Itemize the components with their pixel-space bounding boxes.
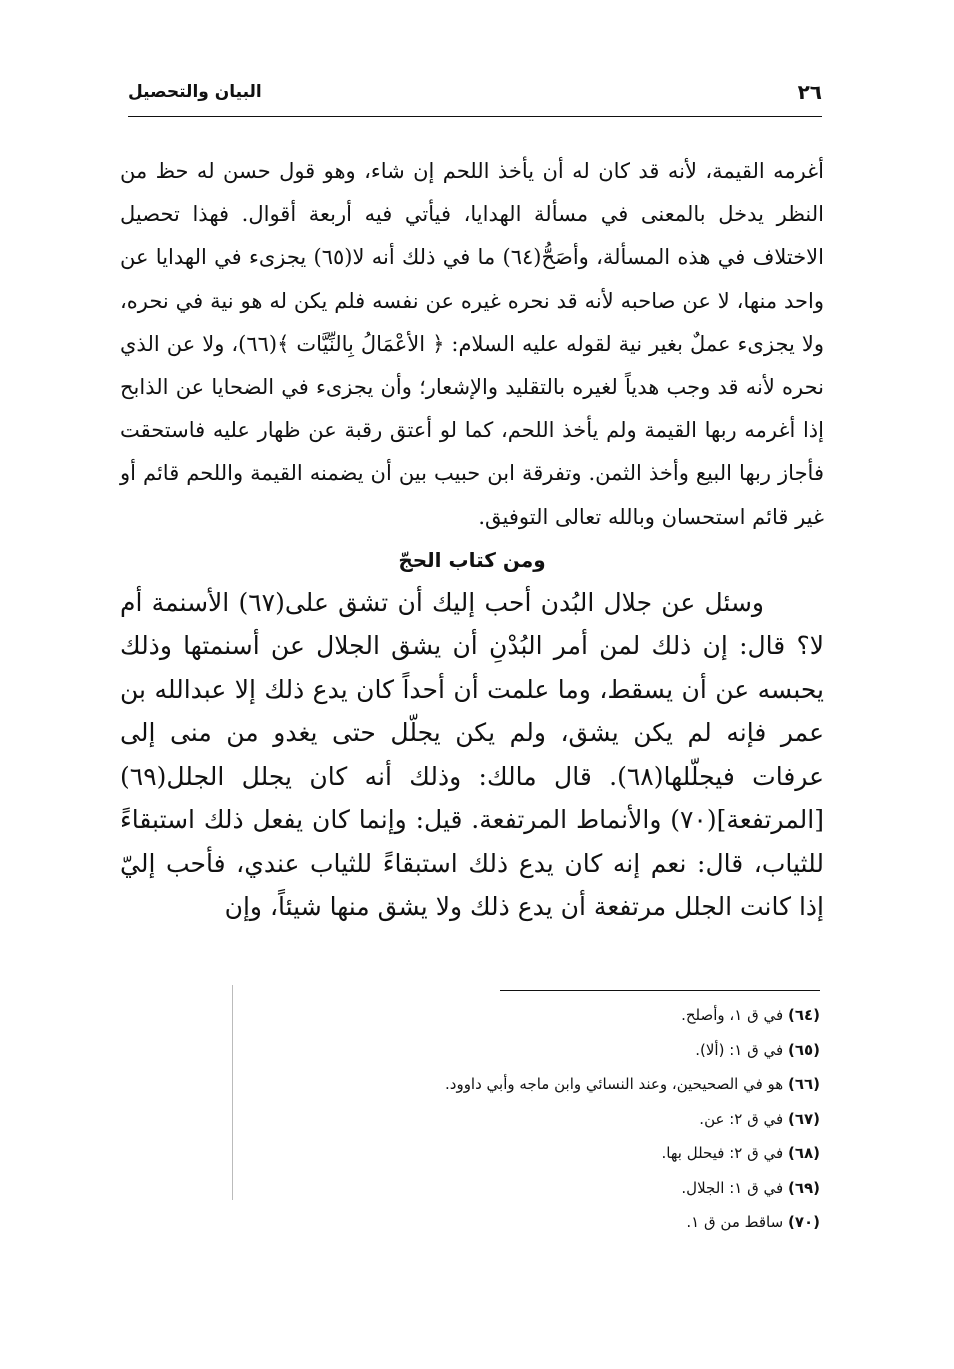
page-number: ٢٦ xyxy=(797,80,822,104)
footnote-text: في ق ٢: عن. xyxy=(699,1109,784,1128)
main-text xyxy=(120,150,824,929)
footnote-number: (٦٩) xyxy=(787,1178,820,1197)
footnote-number: (٦٤) xyxy=(787,1006,820,1024)
footnote-number: (٦٦) xyxy=(787,1075,820,1093)
footnotes xyxy=(240,998,820,1240)
footnote-69 xyxy=(240,1171,820,1206)
footnote-text: في ق ١: الجلال. xyxy=(681,1178,784,1197)
footnote-number: (٦٧) xyxy=(787,1109,820,1128)
footnote-text: في ق ٢: فيحلل بها. xyxy=(661,1144,784,1162)
footnote-68 xyxy=(240,1136,820,1171)
section-heading: ومن كتاب الحجّ xyxy=(398,547,546,572)
footnote-65 xyxy=(240,1033,820,1068)
footnote-66 xyxy=(240,1067,820,1102)
footnote-text: ساقط من ق ١. xyxy=(686,1213,784,1231)
footnote-70 xyxy=(240,1205,820,1240)
footnote-64 xyxy=(240,998,820,1033)
footnote-number: (٦٨) xyxy=(787,1144,820,1162)
footnote-text: في ق ١: (ألا). xyxy=(695,1040,784,1059)
running-title: البيان والتحصيل xyxy=(128,82,262,102)
header-rule xyxy=(128,116,822,117)
footnote-rule xyxy=(500,990,820,991)
margin-line xyxy=(232,985,233,1200)
footnote-number: (٧٠) xyxy=(787,1213,820,1231)
footnote-67 xyxy=(240,1102,820,1137)
footnote-number: (٦٥) xyxy=(787,1040,820,1059)
footnote-text: هو في الصحيحين، وعند النسائي وابن ماجه وأبي داوود. xyxy=(445,1075,784,1093)
paragraph-2: وسئل عن جلال البُدن أحب إليك أن تشق على(٦٧) الأسنمة أم لا؟ قال: إن ذلك لمن أمر البُدْنِ أن يشق الجلال عن أسنمتها وذلك يحبسه عن أن يسقط، وما علمت أن أحداً كان يدع ذلك إلا عبدالله بن عمر فإنه لم يكن يشق، ولم يكن يجلّل حتى يغدو من منى إلى عرفات فيجلّلها(٦٨). قال مالك: وذلك أنه كان يجلل الجلل(٦٩) [المرتفعة](٧٠) والأنماط المرتفعة. قيل: وإنما كان يفعل ذلك استبقاءً للثياب، قال: نعم إنه كان يدع ذلك استبقاءً للثياب عندي، فأحب إليّ إذا كانت الجلل مرتفعة أن يدع ذلك ولا يشق منها شيئاً، وإن xyxy=(120,587,824,922)
page-header xyxy=(128,78,822,108)
paragraph-1: أغرمه القيمة، لأنه قد كان له أن يأخذ اللحم إن شاء، وهو قول حسن له حظ من النظر يدخل بالمعنى في مسألة الهدايا، فيأتي فيه أربعة أقوال. فهذا تحصيل الاختلاف في هذه المسألة، وأصَحُّ(٦٤) ما في ذلك أنه لا(٦٥) يجزىء في الهدايا عن واحد منها، لا عن صاحبه لأنه قد نحره غيره عن نفسه فلم يكن له هو نية في نحره، ولا يجزىء عملٌ بغير نية لقوله عليه السلام: ﴿ الأعْمَالُ بِالنِّيَّات ﴾(٦٦)، ولا عن الذي نحره لأنه قد وجب هدياً لغيره بالتقليد والإشعار؛ وأن يجزىء في الضحايا عن الذابح إذا أغرمه ربها القيمة ولم يأخذ اللحم، كما لو أعتق رقبة عن ظهار عليه فاستحقت فأجاز ربها البيع وأخذ الثمن. وتفرقة ابن حبيب بين أن يضمنه القيمة واللحم قائم أو غير قائم استحسان وبالله تعالى التوفيق. xyxy=(120,159,824,529)
footnote-text: في ق ١، وأصلح. xyxy=(681,1006,784,1024)
